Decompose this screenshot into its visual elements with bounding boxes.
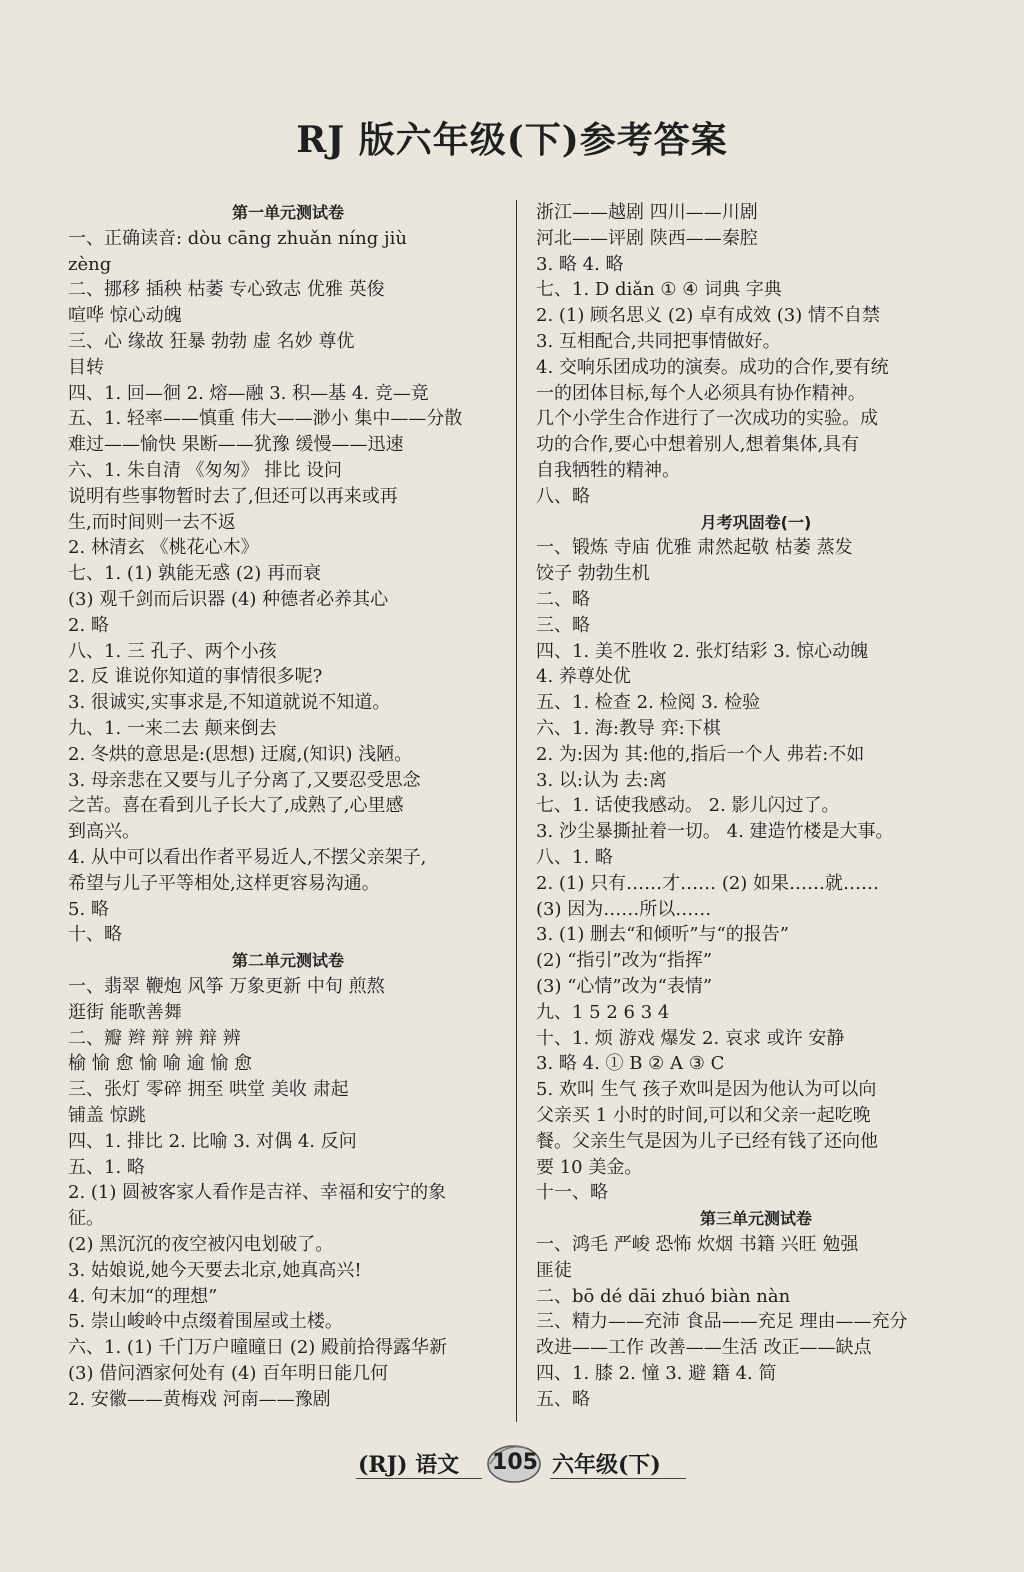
- answer-line: (3) 借问酒家何处有 (4) 百年明日能几何: [68, 1363, 389, 1384]
- answer-line: 榆 愉 愈 愉 喻 逾 愉 愈: [68, 1053, 253, 1075]
- answer-line: 五、1. 轻率——慎重 伟大——渺小 集中——分散: [68, 408, 463, 430]
- answer-line: 饺子 勃勃生机: [536, 563, 650, 585]
- answer-line: (3) 观千剑而后识器 (4) 种德者必养其心: [68, 589, 389, 610]
- answer-line: 八、略: [536, 485, 590, 507]
- answer-line: 2. 安徽——黄梅戏 河南——豫剧: [68, 1388, 331, 1410]
- answer-line: 要 10 美金。: [536, 1156, 643, 1178]
- answer-line: 2. (1) 顾名思义 (2) 卓有成效 (3) 情不自禁: [536, 305, 880, 327]
- answer-line: 三、张灯 零碎 拥至 哄堂 美收 肃起: [68, 1079, 349, 1101]
- answer-line: 2. 略: [68, 614, 109, 636]
- answer-line: 逛街 能歌善舞: [68, 1001, 182, 1023]
- answer-line: 匪徒: [536, 1259, 572, 1281]
- answer-line: 3. 母亲悲在又要与儿子分离了,又要忍受思念: [68, 769, 421, 791]
- answer-line: 一的团体目标,每个人必须具有协作精神。: [536, 382, 866, 404]
- answer-line: 到高兴。: [68, 821, 140, 843]
- section-heading: 月考巩固卷(一): [700, 512, 812, 532]
- answer-line: 八、1. 略: [536, 847, 613, 868]
- answer-line: 一、翡翠 鞭炮 风筝 万象更新 中旬 煎熬: [68, 976, 385, 997]
- footer-subject: (RJ) 语文: [358, 1452, 460, 1478]
- answer-line: 难过——愉快 果断——犹豫 缓慢——迅速: [68, 434, 404, 456]
- answer-line: 3. 略 4. 略: [536, 253, 624, 275]
- answer-line: 3. 沙尘暴撕扯着一切。 4. 建造竹楼是大事。: [536, 821, 894, 843]
- answer-line: 四、1. 膝 2. 憧 3. 避 籍 4. 简: [536, 1363, 777, 1384]
- footer-underline-left: [356, 1478, 482, 1479]
- answer-line: 4. 句末加“的理想”: [68, 1285, 218, 1307]
- answer-line: 3. 很诚实,实事求是,不知道就说不知道。: [68, 692, 391, 714]
- column-divider: [516, 200, 517, 1422]
- answer-line: 七、1. 话使我感动。 2. 影儿闪过了。: [536, 795, 840, 817]
- answer-line: (3) “心情”改为“表情”: [536, 976, 713, 997]
- answer-line: 铺盖 惊跳: [68, 1105, 146, 1126]
- answer-line: 九、1. 一来二去 颠来倒去: [68, 718, 277, 739]
- answer-line: 一、鸿毛 严峻 恐怖 炊烟 书籍 兴旺 勉强: [536, 1234, 859, 1255]
- answer-line: 之苦。喜在看到儿子长大了,成熟了,心里感: [68, 795, 404, 817]
- answer-line: 目转: [68, 356, 104, 378]
- answer-line: 二、瓣 辫 辩 辨 辩 辨: [68, 1027, 241, 1049]
- answer-line: 七、1. D diǎn ① ④ 词典 字典: [536, 279, 782, 301]
- answer-line: 2. 冬烘的意思是:(思想) 迂腐,(知识) 浅陋。: [68, 743, 413, 765]
- answer-line: 十一、略: [536, 1182, 608, 1204]
- answer-line: zèng: [68, 253, 112, 275]
- answer-line: (2) 黑沉沉的夜空被闪电划破了。: [68, 1234, 334, 1255]
- answer-line: 父亲买 1 小时的时间,可以和父亲一起吃晚: [536, 1105, 871, 1126]
- answer-line: 二、略: [536, 589, 590, 610]
- answer-line: 说明有些事物暂时去了,但还可以再来或再: [68, 485, 398, 507]
- answer-line: 十、1. 烦 游戏 爆发 2. 哀求 或许 安静: [536, 1027, 845, 1049]
- answer-line: 改进——工作 改善——生活 改正——缺点: [536, 1337, 872, 1359]
- page-title: RJ 版六年级(下)参考答案: [296, 119, 728, 161]
- answer-line: 4. 养尊处优: [536, 666, 631, 688]
- answer-line: 3. 姑娘说,她今天要去北京,她真高兴!: [68, 1259, 362, 1281]
- answer-line: 四、1. 排比 2. 比喻 3. 对偶 4. 反问: [68, 1130, 357, 1152]
- answer-line: 2. (1) 圆被客家人看作是吉祥、幸福和安宁的象: [68, 1182, 447, 1204]
- answer-line: 四、1. 回—徊 2. 熔—融 3. 积—基 4. 竞—竟: [68, 382, 429, 404]
- answer-line: 一、锻炼 寺庙 优雅 肃然起敬 枯萎 蒸发: [536, 537, 853, 559]
- answer-line: (3) 因为……所以……: [536, 898, 712, 920]
- answer-line: 功的合作,要心中想着别人,想着集体,具有: [536, 434, 860, 456]
- answer-line: 5. 欢叫 生气 孩子欢叫是因为他认为可以向: [536, 1079, 877, 1101]
- answer-line: 生,而时间则一去不返: [68, 511, 236, 533]
- answer-line: 八、1. 三 孔子、两个小孩: [68, 640, 277, 662]
- answer-line: 五、1. 略: [68, 1156, 145, 1178]
- section-heading: 第二单元测试卷: [231, 951, 344, 971]
- answer-line: 3. 互相配合,共同把事情做好。: [536, 331, 781, 352]
- answer-line: 3. 以:认为 去:离: [536, 769, 667, 791]
- answer-line: 4. 从中可以看出作者平易近人,不摆父亲架子,: [68, 847, 427, 868]
- answer-line: 二、bō dé dāi zhuó biàn nàn: [536, 1285, 791, 1307]
- answer-line: 餐。父亲生气是因为儿子已经有钱了还向他: [536, 1130, 878, 1152]
- answer-line: 2. 林清玄 《桃花心木》: [68, 537, 259, 559]
- answer-line: 十、略: [68, 924, 122, 946]
- footer-grade: 六年级(下): [552, 1452, 661, 1478]
- answer-line: 河北——评剧 陕西——秦腔: [536, 227, 758, 249]
- answer-line: 4. 交响乐团成功的演奏。成功的合作,要有统: [536, 356, 889, 378]
- answer-line: 浙江——越剧 四川——川剧: [536, 202, 758, 223]
- answer-line: 5. 崇山峻岭中点缀着围屋或土楼。: [68, 1311, 343, 1333]
- answer-line: 希望与儿子平等相处,这样更容易沟通。: [68, 872, 380, 894]
- answer-line: 六、1. (1) 千门万户曈曈日 (2) 殿前拾得露华新: [68, 1337, 448, 1359]
- answer-line: 几个小学生合作进行了一次成功的实验。成: [536, 408, 878, 430]
- answer-line: 三、心 缘故 狂暴 勃勃 虚 名妙 尊优: [68, 331, 355, 352]
- section-heading: 第三单元测试卷: [699, 1209, 812, 1229]
- footer-underline-right: [550, 1478, 686, 1479]
- answer-line: 2. (1) 只有……才…… (2) 如果……就……: [536, 872, 880, 894]
- answer-line: 2. 为:因为 其:他的,指后一个人 弗若:不如: [536, 743, 865, 765]
- answer-line: 5. 略: [68, 898, 109, 920]
- answer-line: 五、略: [536, 1388, 590, 1410]
- footer: [0, 1436, 1024, 1492]
- answer-line: 一、正确读音: dòu cāng zhuǎn níng jiù: [68, 227, 407, 249]
- answer-line: 五、1. 检查 2. 检阅 3. 检验: [536, 692, 761, 714]
- answer-line: 3. (1) 删去“和倾听”与“的报告”: [536, 924, 789, 946]
- answer-line: 六、1. 海:教导 弈:下棋: [536, 718, 721, 739]
- answer-line: 3. 略 4. ① B ② A ③ C: [536, 1053, 725, 1075]
- answer-line: (2) “指引”改为“指挥”: [536, 950, 713, 972]
- answer-line: 三、略: [536, 614, 590, 636]
- section-heading: 第一单元测试卷: [231, 203, 344, 222]
- answer-line: 六、1. 朱自清 《匆匆》 排比 设问: [68, 460, 343, 481]
- answer-line: 喧哗 惊心动魄: [68, 305, 182, 327]
- answer-line: 七、1. (1) 孰能无惑 (2) 再而衰: [68, 563, 322, 585]
- answer-line: 二、挪移 插秧 枯萎 专心致志 优雅 英俊: [68, 279, 385, 301]
- answer-line: 九、1 5 2 6 3 4: [536, 1001, 670, 1023]
- answer-line: 自我牺牲的精神。: [536, 460, 680, 481]
- answer-line: 三、精力——充沛 食品——充足 理由——充分: [536, 1311, 908, 1333]
- answer-line: 2. 反 谁说你知道的事情很多呢?: [68, 666, 323, 688]
- answer-line: 征。: [68, 1208, 104, 1230]
- answer-line: 四、1. 美不胜收 2. 张灯结彩 3. 惊心动魄: [536, 640, 869, 662]
- page-number: 105: [492, 1450, 538, 1475]
